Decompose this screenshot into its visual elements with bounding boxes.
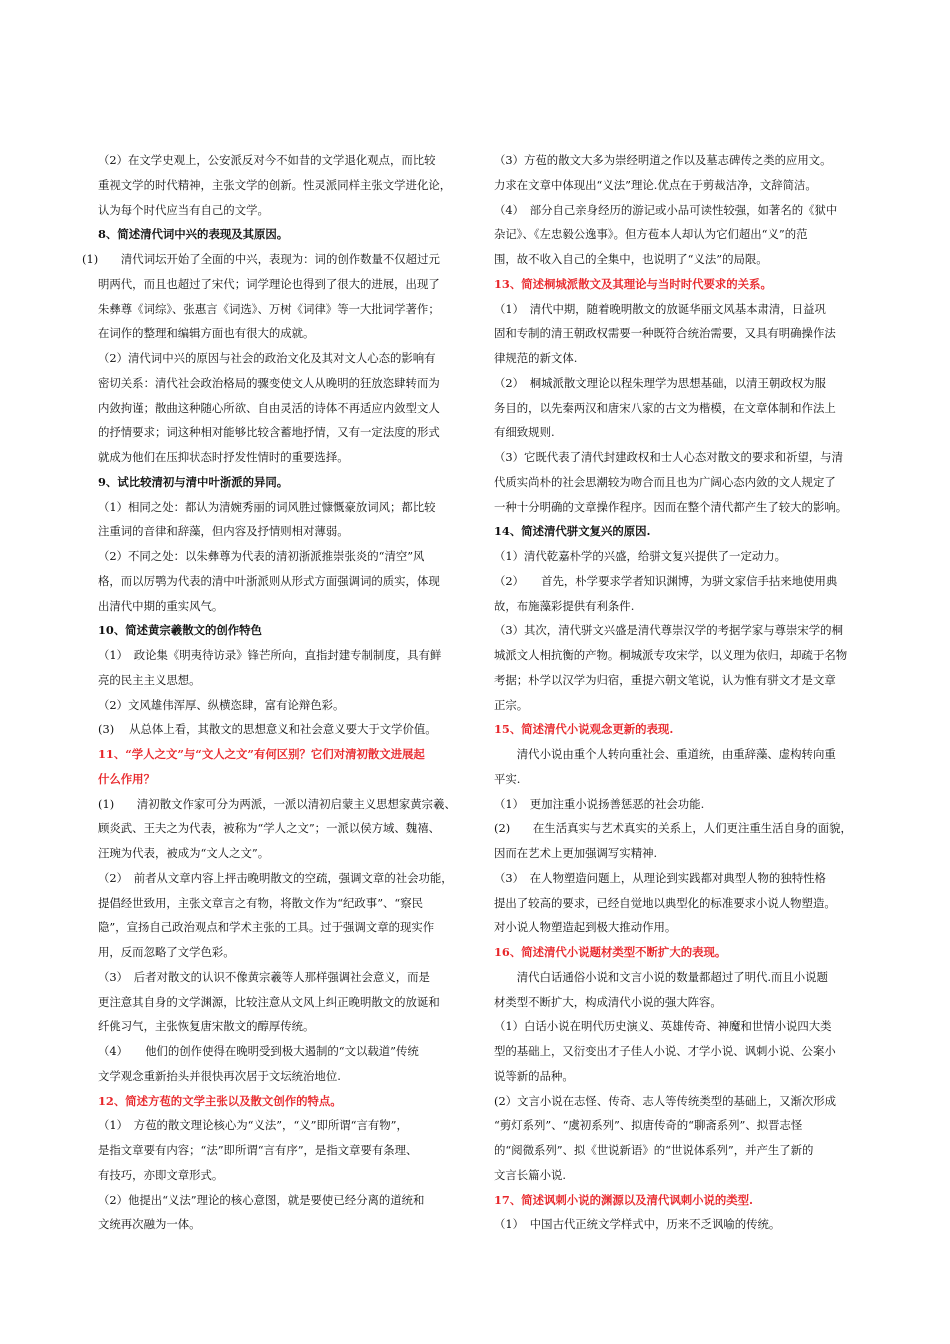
text-line: （3）它既代表了清代封建政权和士人心态对散文的要求和祈望，与清 bbox=[494, 450, 843, 464]
text-line: 杂记》、《左忠毅公逸事》。但方苞本人却认为它们超出“义”的范 bbox=[494, 227, 808, 242]
text-line: （2）清代词中兴的原因与社会的政治文化及其对文人心态的影响有 bbox=[98, 351, 436, 365]
text-line: （1）白话小说在明代历史演义、英雄传奇、神魔和世情小说四大类 bbox=[494, 1019, 832, 1034]
text-line: 朱彝尊《词综》、张惠言《词选》、万树《词律》等一大批词学著作； bbox=[98, 301, 440, 316]
text-line: 顾炎武、王夫之为代表，被称为“学人之文”；一派以侯方域、魏禧、 bbox=[98, 821, 440, 836]
text-line: 的“阅微系列”、拟《世说新语》的“世说体系列”，并产生了新的 bbox=[494, 1143, 814, 1157]
text-line: 重视文学的时代精神，主张文学的创新。性灵派同样主张文学进化论， bbox=[98, 177, 452, 192]
text-line: 城派文人相抗衡的产物。桐城派专攻宋学，以义理为依归，却疏于名物 bbox=[494, 648, 848, 662]
text-line: 固和专制的清王朝政权需要一种既符合统治需要，又具有明确操作法 bbox=[494, 326, 836, 341]
text-line: (1) 清代词坛开始了全面的中兴，表现为：词的创作数量不仅超过元 bbox=[82, 252, 440, 266]
text-line: （1） 政论集《明夷待访录》锋芒所向，直指封建专制制度，具有鲜 bbox=[98, 648, 442, 662]
text-line: （3） 后者对散文的认识不像黄宗羲等人那样强调社会意义，而是 bbox=[98, 969, 430, 984]
text-line: 密切关系：清代社会政治格局的骤变使文人从晚明的狂放恣肆转而为 bbox=[98, 375, 440, 390]
section-heading: 17、简述讽刺小说的渊源以及清代讽刺小说的类型. bbox=[494, 1192, 754, 1207]
text-line: 文学观念重新抬头并很快再次居于文坛统治地位. bbox=[98, 1068, 341, 1083]
text-line: （3）方苞的散文大多为崇经明道之作以及墓志碑传之类的应用文。 bbox=[494, 153, 832, 167]
text-line: 出清代中期的重实风气。 bbox=[98, 598, 224, 613]
text-line: 格，而以厉鹗为代表的清中叶浙派则从形式方面强调词的质实，体现 bbox=[98, 573, 440, 588]
text-line: 有技巧，亦即文章形式。 bbox=[98, 1167, 224, 1182]
text-line: 是指文章要有内容；“法”即所谓“言有序”，是指文章要有条理、 bbox=[98, 1143, 418, 1157]
text-line: （4） 他们的创作使得在晚明受到极大遏制的“文以载道”传统 bbox=[98, 1044, 419, 1058]
text-line: “剪灯系列”、“虞初系列”、拟唐传奇的“聊斋系列”、拟晋志怪 bbox=[494, 1118, 803, 1133]
section-heading: 15、简述清代小说观念更新的表现. bbox=[494, 722, 674, 737]
text-line: 明两代，而且也超过了宋代；词学理论也得到了很大的进展，出现了 bbox=[98, 276, 440, 291]
text-line: 型的基础上，又衍变出才子佳人小说、才学小说、讽刺小说、公案小 bbox=[494, 1044, 836, 1058]
text-line: 认为每个时代应当有自己的文学。 bbox=[98, 202, 269, 217]
text-line: （1） 更加注重小说扬善惩恶的社会功能. bbox=[494, 796, 705, 811]
section-heading: 11、“学人之文”与“文人之文”有何区别？它们对清初散文进展起 bbox=[98, 747, 425, 761]
text-line: 因而在艺术上更加强调写实精神. bbox=[494, 846, 658, 860]
section-heading: 13、简述桐城派散文及其理论与当时时代要求的关系。 bbox=[494, 276, 772, 291]
text-line: (2) 在生活真实与艺术真实的关系上，人们更注重生活自身的面貌， bbox=[494, 821, 852, 836]
text-line: 对小说人物塑造起到极大推动作用。 bbox=[494, 920, 677, 935]
text-line: （2）不同之处：以朱彝尊为代表的清初浙派推崇张炎的“清空”风 bbox=[98, 549, 425, 563]
text-line: （2）他提出“义法”理论的核心意图，就是要使已经分离的道统和 bbox=[98, 1192, 425, 1207]
text-line: （3）其次，清代骈文兴盛是清代尊崇汉学的考据学家与尊崇宋学的桐 bbox=[494, 623, 843, 638]
text-line: 文言长篇小说. bbox=[494, 1167, 566, 1182]
text-line: 平实. bbox=[494, 771, 521, 786]
text-line: 务目的，以先秦两汉和唐宋八家的古文为楷模，在文章体制和作法上 bbox=[494, 400, 836, 415]
text-line: （2）在文学史观上，公安派反对今不如昔的文学退化观点，而比较 bbox=[98, 153, 436, 167]
text-line: （1） 中国古代正统文学样式中，历来不乏讽喻的传统。 bbox=[494, 1217, 781, 1232]
text-line: 说等新的品种。 bbox=[494, 1068, 574, 1083]
left-column bbox=[82, 148, 460, 1237]
text-line: （2） 前者从文章内容上抨击晚明散文的空疏，强调文章的社会功能， bbox=[98, 870, 453, 885]
text-line: 纤佻习气，主张恢复唐宋散文的醇厚传统。 bbox=[98, 1019, 315, 1034]
text-line: 的抒情要求；词这种相对能够比较含蓄地抒情，又有一定法度的形式 bbox=[98, 425, 440, 440]
text-line: 考据；朴学以汉学为归宿，重提六朝文笔说，认为惟有骈文才是文章 bbox=[494, 672, 836, 687]
section-heading: 16、简述清代小说题材类型不断扩大的表现。 bbox=[494, 945, 727, 959]
text-line: （2） 首先，朴学要求学者知识渊博，为骈文家信手拈来地使用典 bbox=[494, 573, 838, 588]
text-line: 正宗。 bbox=[494, 697, 529, 712]
right-column bbox=[494, 148, 866, 1237]
section-heading: 10、简述黄宗羲散文的创作特色 bbox=[98, 623, 262, 638]
text-line: 材类型不断扩大，构成清代小说的强大阵容。 bbox=[494, 994, 722, 1009]
text-line: 就成为他们在压抑状态时抒发性情时的重要选择。 bbox=[98, 450, 349, 464]
text-line: 提出了较高的要求，已经自觉地以典型化的标准要求小说人物塑造。 bbox=[494, 895, 836, 910]
text-line: 亮的民主主义思想。 bbox=[98, 672, 201, 687]
section-heading: 9、试比较清初与清中叶浙派的异同。 bbox=[98, 474, 289, 489]
section-heading: 12、简述方苞的文学主张以及散文创作的特点。 bbox=[98, 1093, 342, 1108]
text-line: 一种十分明确的文章操作程序。因而在整个清代都产生了较大的影响。 bbox=[494, 499, 848, 514]
text-line: 汪琬为代表，被成为“文人之文”。 bbox=[98, 846, 270, 860]
text-line: （2） 桐城派散文理论以程朱理学为思想基础，以清王朝政权为服 bbox=[494, 375, 826, 390]
text-line: 内敛拘谨；散曲这种随心所欲、自由灵活的诗体不再适应内敛型文人 bbox=[98, 400, 440, 415]
text-line: （2）文风雄伟浑厚、纵横恣肆，富有论辩色彩。 bbox=[98, 697, 345, 712]
text-line: 故，布施藻彩提供有利条件. bbox=[494, 598, 635, 613]
text-line: （1） 方苞的散文理论核心为“义法”，“义”即所谓“言有物”， bbox=[98, 1118, 408, 1133]
text-line: 代质实尚朴的社会思潮较为吻合而且也为广阔心态内敛的文人规定了 bbox=[494, 474, 836, 489]
text-line: 隐”，宣扬自己政治观点和学术主张的工具。过于强调文章的现实作 bbox=[98, 920, 435, 935]
section-heading: 8、简述清代词中兴的表现及其原因。 bbox=[98, 227, 289, 242]
text-line: （3） 在人物塑造问题上，从理论到实践都对典型人物的独特性格 bbox=[494, 870, 826, 885]
text-line: （1） 清代中期，随着晚明散文的放诞华丽文风基本肃清，日益巩 bbox=[494, 301, 826, 316]
text-line: 清代小说由重个人转向重社会、重道统，由重辞藻、虚构转向重 bbox=[494, 747, 836, 761]
text-line: 有细致规则. bbox=[494, 425, 555, 440]
text-line: 文统再次融为一体。 bbox=[98, 1217, 201, 1232]
text-line: (1) 清初散文作家可分为两派，一派以清初启蒙主义思想家黄宗羲、 bbox=[98, 796, 456, 811]
text-line: (2）文言小说在志怪、传奇、志人等传统类型的基础上，又渐次形成 bbox=[494, 1093, 837, 1108]
text-line: 律规范的新文体. bbox=[494, 351, 578, 365]
section-heading: 什么作用？ bbox=[98, 771, 155, 786]
text-line: 更注意其自身的文学渊源，比较注意从文风上纠正晚明散文的放诞和 bbox=[98, 994, 440, 1009]
text-line: （1）相同之处：都认为清婉秀丽的词风胜过慷慨豪放词风；都比较 bbox=[98, 499, 436, 514]
section-heading: 14、简述清代骈文复兴的原因. bbox=[494, 524, 651, 539]
text-line: （1）清代乾嘉朴学的兴盛，给骈文复兴提供了一定动力。 bbox=[494, 549, 787, 563]
text-line: 清代白话通俗小说和文言小说的数量都超过了明代.而且小说题 bbox=[494, 969, 828, 984]
text-line: （4） 部分自己亲身经历的游记或小品可读性较强，如著名的《狱中 bbox=[494, 202, 838, 217]
text-line: 用，反而忽略了文学色彩。 bbox=[98, 945, 235, 959]
text-line: 提倡经世致用，主张文章言之有物，将散文作为“纪政事”、“察民 bbox=[98, 895, 424, 910]
text-line: 注重词的音律和辞藻，但内容及抒情则相对薄弱。 bbox=[98, 524, 349, 539]
text-line: 围，故不收入自己的全集中，也说明了“义法”的局限。 bbox=[494, 252, 768, 266]
text-line: 力求在文章中体现出“义法”理论.优点在于剪裁洁净，文辞简洁。 bbox=[494, 177, 817, 192]
text-line: (3) 从总体上看，其散文的思想意义和社会意义要大于文学价值。 bbox=[98, 722, 437, 737]
text-line: 在词作的整理和编辑方面也有很大的成就。 bbox=[98, 326, 315, 341]
